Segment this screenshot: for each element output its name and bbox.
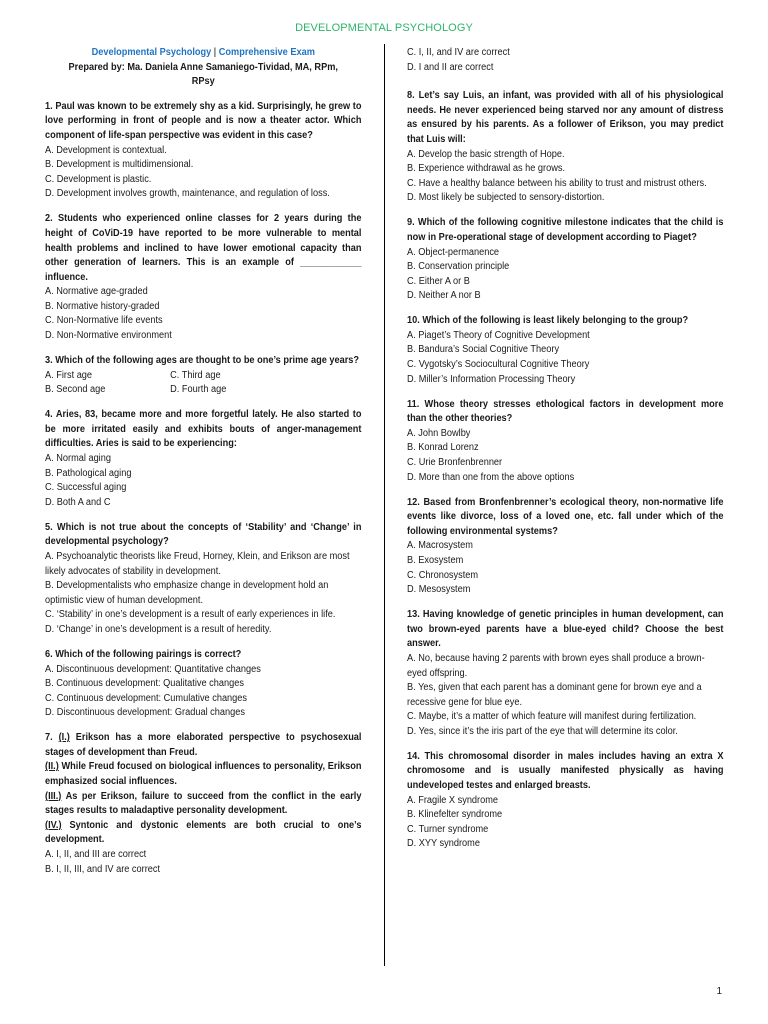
question-9 <box>407 216 723 304</box>
option-c: C. Urie Bronfenbrenner <box>407 457 503 469</box>
question-stem: 5. Which is not true about the concepts of ‘Stability’ and ‘Change’ in developmental psychology? <box>45 521 362 548</box>
option-a: A. No, because having 2 parents with brown eyes shall produce a brown-eyed offspring. <box>407 652 705 679</box>
option-b: B. Exosystem <box>407 554 464 566</box>
statement-text: As per Erikson, failure to succeed from the conflict in the early stages results to maladaptive personality development. <box>45 790 362 817</box>
option-a: A. Development is contextual. <box>45 144 167 156</box>
option-b: B. Experience withdrawal as he grows. <box>407 163 566 175</box>
option-c: C. ‘Stability’ in one’s development is a result of early experiences in life. <box>45 609 336 621</box>
option-b: B. Klinefelter syndrome <box>407 809 503 821</box>
question-2 <box>45 212 361 343</box>
question-7-continued <box>407 46 723 75</box>
statement-text: While Freud focused on biological influences to personality, Erikson emphasized social influences. <box>45 761 362 788</box>
option-d: D. More than one from the above options <box>407 471 575 483</box>
option-b: B. Pathological aging <box>45 467 132 479</box>
option-a: A. Develop the basic strength of Hope. <box>407 148 565 160</box>
question-stem: 6. Which of the following pairings is correct? <box>45 648 242 660</box>
option-c: C. Vygotsky’s Sociocultural Cognitive Theory <box>407 359 590 371</box>
option-d: D. Miller’s Information Processing Theory <box>407 373 576 385</box>
title-separator: | <box>213 47 217 58</box>
question-1 <box>45 100 361 202</box>
option-b: B. Conservation principle <box>407 261 510 273</box>
running-header: DEVELOPMENTAL PSYCHOLOGY <box>295 22 473 34</box>
question-stem: 2. Students who experienced online classes for 2 years during the height of CoViD-19 have reported to be more vulnerable to mental health problems and inclined to have lower emotional capacity than other generation of learners. This is an example of ____________ influence. <box>45 213 362 283</box>
option-a: A. Object-permanence <box>407 246 500 258</box>
option-c: C. I, II, and IV are correct <box>407 47 510 58</box>
option-a: A. Normative age-graded <box>45 286 148 298</box>
question-stem: 13. Having knowledge of genetic principles in human development, can two brown-eyed parents have a blue-eyed child? Choose the best answer. <box>407 609 724 650</box>
column-divider <box>384 44 385 966</box>
option-d: D. Development involves growth, maintenance, and regulation of loss. <box>45 188 330 200</box>
option-d: D. Fourth age <box>170 384 227 396</box>
statement-4 <box>45 819 361 848</box>
option-b: B. Continuous development: Qualitative changes <box>45 678 244 690</box>
question-11 <box>407 398 723 486</box>
subject-title: Developmental Psychology <box>91 47 212 58</box>
option-c: C. Either A or B <box>407 275 470 287</box>
option-c: C. Development is plastic. <box>45 173 152 185</box>
question-5 <box>45 521 361 638</box>
options-grid <box>45 369 361 398</box>
option-c: C. Continuous development: Cumulative changes <box>45 692 248 704</box>
exam-title <box>45 46 361 61</box>
option-b: B. Developmentalists who emphasize change in development hold an optimistic view of human development. <box>45 580 329 606</box>
option-a: A. Psychoanalytic theorists like Freud, Horney, Klein, and Erikson are most likely advocates of stability in development. <box>45 550 350 577</box>
option-a: A. Fragile X syndrome <box>407 794 499 806</box>
question-3 <box>45 354 361 398</box>
question-8 <box>407 89 723 206</box>
option-c: C. Successful aging <box>45 482 127 494</box>
option-d: D. Neither A nor B <box>407 290 481 302</box>
option-c: C. Chronosystem <box>407 569 479 581</box>
option-a: A. First age <box>45 369 93 381</box>
option-b: B. Konrad Lorenz <box>407 442 479 454</box>
prepared-by: Prepared by: Ma. Daniela Anne Samaniego-Tividad, MA, RPm, <box>68 61 338 73</box>
exam-type: Comprehensive Exam <box>218 47 315 58</box>
question-4 <box>45 408 361 510</box>
question-stem: 3. Which of the following ages are thought to be one’s prime age years? <box>45 355 360 367</box>
question-6 <box>45 648 361 721</box>
option-d: D. Discontinuous development: Gradual changes <box>45 707 245 719</box>
question-stem: 8. Let’s say Luis, an infant, was provided with all of his physiological needs. He never experienced being starved nor any amount of distress as ensured by his parents. As a follower of Erikson, you may predict that Luis will: <box>407 90 724 145</box>
question-12 <box>407 496 723 598</box>
option-c: C. Non-Normative life events <box>45 315 163 327</box>
option-d: D. Most likely be subjected to sensory-distortion. <box>407 192 605 204</box>
question-stem: 4. Aries, 83, became more and more forgetful lately. He also started to be more irritated easily and exhibits bouts of anger-management difficulties. Aries is said to be experiencing: <box>45 409 362 450</box>
statement-numeral: (I.) <box>58 732 70 744</box>
option-b: B. Second age <box>45 384 106 396</box>
question-stem: 11. Whose theory stresses ethological factors in development more than the other theories? <box>407 398 724 425</box>
option-d: D. I and II are correct <box>407 61 494 73</box>
option-b: B. I, II, III, and IV are correct <box>45 863 161 875</box>
option-d: D. ‘Change’ in one’s development is a result of heredity. <box>45 623 272 635</box>
option-a: A. Piaget’s Theory of Cognitive Development <box>407 329 590 341</box>
option-c: C. Have a healthy balance between his ability to trust and mistrust others. <box>407 177 707 189</box>
page-number: 1 <box>716 986 722 997</box>
option-c: C. Third age <box>170 369 221 381</box>
option-a: A. John Bowlby <box>407 427 471 439</box>
option-d: D. Both A and C <box>45 496 111 508</box>
question-14 <box>407 750 723 852</box>
statement-2 <box>45 760 361 789</box>
option-a: A. Macrosystem <box>407 540 473 552</box>
option-d: D. XYY syndrome <box>407 838 480 850</box>
question-stem: 9. Which of the following cognitive milestone indicates that the child is now in Pre-operational stage of development according to Piaget? <box>407 217 724 243</box>
option-d: D. Yes, since it’s the iris part of the eye that will determine its color. <box>407 725 678 737</box>
question-13 <box>407 608 723 739</box>
question-stem: 10. Which of the following is least likely belonging to the group? <box>407 315 689 327</box>
option-b: B. Yes, given that each parent has a dominant gene for brown eye and a recessive gene for blue eye. <box>407 682 702 708</box>
statement-text: Syntonic and dystonic elements are both crucial to one’s development. <box>45 819 362 846</box>
statement-1 <box>45 731 361 760</box>
question-stem: 14. This chromosomal disorder in males includes having an extra X chromosome and is usually manifested physically as having undeveloped testes and enlarged breasts. <box>407 750 724 792</box>
statement-3 <box>45 790 361 819</box>
option-d: D. Mesosystem <box>407 584 471 596</box>
statement-numeral: (IV.) <box>45 819 62 831</box>
option-d: D. Non-Normative environment <box>45 330 172 342</box>
statement-numeral: (II.) <box>45 761 59 773</box>
option-a: A. Discontinuous development: Quantitative changes <box>45 663 261 675</box>
question-number: 7. <box>45 732 59 744</box>
option-b: B. Development is multidimensional. <box>45 159 194 171</box>
left-column <box>45 46 361 888</box>
statement-numeral: (III.) <box>45 790 62 802</box>
question-stem: 12. Based from Bronfenbrenner’s ecological theory, non-normative life events like divorce, loss of a loved one, etc. fall under which of the following environmental systems? <box>407 496 724 537</box>
statement-text: Erikson has a more elaborated perspective to psychosexual stages of development than Freud. <box>45 732 362 758</box>
prepared-by-credential: RPsy <box>191 76 215 88</box>
option-b: B. Normative history-graded <box>45 300 160 312</box>
right-column <box>407 46 723 862</box>
option-a: A. Normal aging <box>45 453 111 465</box>
option-a: A. I, II, and III are correct <box>45 849 147 861</box>
question-7 <box>45 731 361 877</box>
exam-title-block <box>45 46 361 90</box>
option-b: B. Bandura’s Social Cognitive Theory <box>407 344 560 356</box>
option-c: C. Turner syndrome <box>407 823 489 835</box>
question-10 <box>407 314 723 387</box>
option-c: C. Maybe, it’s a matter of which feature will manifest during fertilization. <box>407 711 697 723</box>
question-stem: 1. Paul was known to be extremely shy as a kid. Surprisingly, he grew to love performing in front of people and is now a theater actor. Which component of life-span perspective was evident in this case? <box>45 100 362 141</box>
